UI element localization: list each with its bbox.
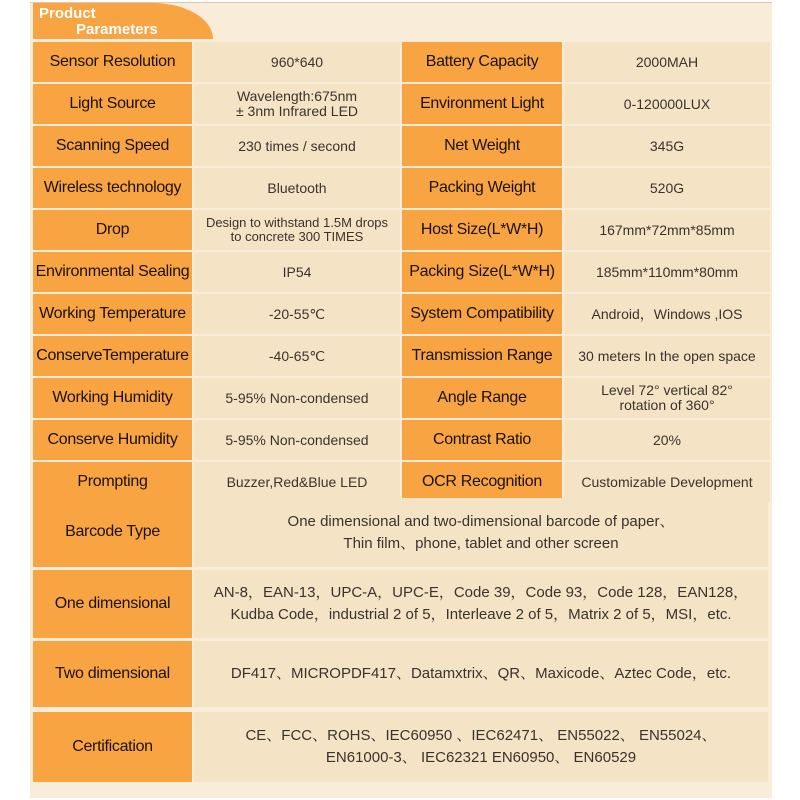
parameter-value: Design to withstand 1.5M drops to concrete 300 TIMES bbox=[194, 210, 400, 250]
parameter-value: 0-120000LUX bbox=[564, 84, 770, 124]
parameter-value: DF417、MICROPDF417、Datamxtrix、QR、Maxicode、Aztec Code，etc. bbox=[194, 641, 768, 707]
parameter-label: Environmental Sealing bbox=[33, 252, 192, 292]
parameter-value: 167mm*72mm*85mm bbox=[564, 210, 770, 250]
parameter-value: 2000MAH bbox=[564, 42, 770, 82]
parameter-value: Bluetooth bbox=[194, 168, 400, 208]
parameter-label: One dimensional bbox=[33, 570, 192, 638]
parameters-table bbox=[33, 42, 768, 502]
parameter-label: Drop bbox=[33, 210, 192, 250]
parameter-label: Working Humidity bbox=[33, 378, 192, 418]
parameter-label: Battery Capacity bbox=[402, 42, 562, 82]
parameter-label: Light Source bbox=[33, 84, 192, 124]
parameter-label: Host Size(L*W*H) bbox=[402, 210, 562, 250]
parameter-value: 960*640 bbox=[194, 42, 400, 82]
parameter-value: CE、FCC、ROHS、IEC60950 、IEC62471、 EN55022、 EN55024、 EN61000-3、 IEC62321 EN60950、 EN60529 bbox=[194, 712, 768, 782]
header-line-2: Parameters bbox=[76, 21, 158, 38]
parameter-value: AN-8，EAN-13，UPC-A，UPC-E，Code 39，Code 93，Code 128，EAN128， Kudba Code，industrial 2 of 5，Interleave 2 of 5，Matrix 2 of 5，MSI，etc. bbox=[194, 570, 768, 638]
parameter-value: 230 times / second bbox=[194, 126, 400, 166]
wide-table-row bbox=[33, 498, 768, 567]
parameter-label: Barcode Type bbox=[33, 498, 192, 567]
parameter-value: Android，Windows ,IOS bbox=[564, 294, 770, 334]
parameter-label: Working Temperature bbox=[33, 294, 192, 334]
parameter-label: Environment Light bbox=[402, 84, 562, 124]
parameter-label: System Compatibility bbox=[402, 294, 562, 334]
parameter-label: ConserveTemperature bbox=[33, 336, 192, 376]
parameter-value: Wavelength:675nm ± 3nm Infrared LED bbox=[194, 84, 400, 124]
parameter-label: Prompting bbox=[33, 462, 192, 502]
section-header-tab bbox=[33, 3, 213, 39]
parameter-value: 5-95% Non-condensed bbox=[194, 420, 400, 460]
parameter-value: Buzzer,Red&Blue LED bbox=[194, 462, 400, 502]
parameter-label: Sensor Resolution bbox=[33, 42, 192, 82]
wide-table-row bbox=[33, 641, 768, 707]
parameter-label: Two dimensional bbox=[33, 641, 192, 707]
parameter-label: Angle Range bbox=[402, 378, 562, 418]
parameter-value: Customizable Development bbox=[564, 462, 770, 502]
header-line-1: Product bbox=[39, 5, 96, 22]
parameter-value: 20% bbox=[564, 420, 770, 460]
parameter-label: Scanning Speed bbox=[33, 126, 192, 166]
parameter-value: 185mm*110mm*80mm bbox=[564, 252, 770, 292]
parameter-label: Conserve Humidity bbox=[33, 420, 192, 460]
parameter-label: Wireless technology bbox=[33, 168, 192, 208]
parameter-label: Packing Size(L*W*H) bbox=[402, 252, 562, 292]
parameter-value: 520G bbox=[564, 168, 770, 208]
parameter-value: 30 meters In the open space bbox=[564, 336, 770, 376]
parameter-value: One dimensional and two-dimensional barcode of paper、 Thin film、phone, tablet and other screen bbox=[194, 498, 768, 567]
parameter-label: Packing Weight bbox=[402, 168, 562, 208]
parameter-label: Net Weight bbox=[402, 126, 562, 166]
parameter-value: Level 72° vertical 82° rotation of 360° bbox=[564, 378, 770, 418]
parameter-value: IP54 bbox=[194, 252, 400, 292]
wide-table-row bbox=[33, 570, 768, 638]
parameter-value: 345G bbox=[564, 126, 770, 166]
parameter-label: Certification bbox=[33, 712, 192, 782]
parameter-value: -40-65℃ bbox=[194, 336, 400, 376]
parameter-label: OCR Recognition bbox=[402, 462, 562, 502]
parameter-value: -20-55℃ bbox=[194, 294, 400, 334]
parameter-label: Contrast Ratio bbox=[402, 420, 562, 460]
parameter-value: 5-95% Non-condensed bbox=[194, 378, 400, 418]
wide-table-row bbox=[33, 712, 768, 782]
parameter-label: Transmission Range bbox=[402, 336, 562, 376]
